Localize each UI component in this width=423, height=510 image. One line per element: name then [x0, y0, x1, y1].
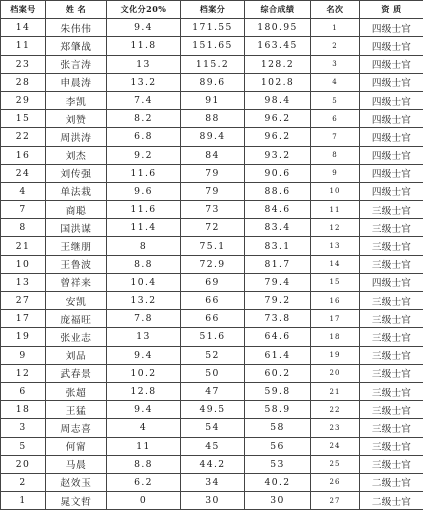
cell-qualification: 三级士官 — [360, 437, 423, 455]
cell-culture-score: 7.8 — [107, 310, 181, 328]
cell-name: 刘赞 — [46, 110, 107, 128]
cell-name: 张超 — [46, 382, 107, 400]
cell-total-score: 102.8 — [245, 73, 311, 91]
cell-file-no: 18 — [1, 401, 46, 419]
cell-file-score: 79 — [181, 182, 245, 200]
cell-file-score: 50 — [181, 364, 245, 382]
cell-file-no: 6 — [1, 382, 46, 400]
cell-rank: 22 — [311, 401, 360, 419]
cell-culture-score: 10.2 — [107, 364, 181, 382]
cell-total-score: 84.6 — [245, 201, 311, 219]
cell-file-score: 89.6 — [181, 73, 245, 91]
cell-name: 马晨 — [46, 455, 107, 473]
table-row — [1, 492, 423, 510]
cell-file-score: 79 — [181, 164, 245, 182]
cell-name: 国洪谋 — [46, 219, 107, 237]
cell-culture-score: 9.4 — [107, 19, 181, 37]
cell-rank: 26 — [311, 473, 360, 491]
cell-culture-score: 9.6 — [107, 182, 181, 200]
table-row — [1, 55, 423, 73]
cell-total-score: 88.6 — [245, 182, 311, 200]
cell-culture-score: 13 — [107, 55, 181, 73]
cell-name: 单法栽 — [46, 182, 107, 200]
table-row — [1, 146, 423, 164]
cell-total-score: 56 — [245, 437, 311, 455]
cell-rank: 24 — [311, 437, 360, 455]
cell-file-no: 27 — [1, 292, 46, 310]
cell-name: 刘传强 — [46, 164, 107, 182]
cell-file-no: 4 — [1, 182, 46, 200]
cell-culture-score: 11.4 — [107, 219, 181, 237]
table-row — [1, 110, 423, 128]
cell-rank: 23 — [311, 419, 360, 437]
cell-culture-score: 13.2 — [107, 73, 181, 91]
cell-qualification: 三级士官 — [360, 310, 423, 328]
table-row — [1, 273, 423, 291]
cell-qualification: 四级士官 — [360, 91, 423, 109]
cell-culture-score: 9.4 — [107, 401, 181, 419]
cell-name: 王继朋 — [46, 237, 107, 255]
cell-qualification: 三级士官 — [360, 237, 423, 255]
cell-rank: 9 — [311, 164, 360, 182]
cell-culture-score: 8.2 — [107, 110, 181, 128]
cell-rank: 21 — [311, 382, 360, 400]
cell-file-no: 21 — [1, 237, 46, 255]
cell-file-no: 29 — [1, 91, 46, 109]
cell-total-score: 98.4 — [245, 91, 311, 109]
cell-qualification: 三级士官 — [360, 328, 423, 346]
cell-file-score: 54 — [181, 419, 245, 437]
cell-culture-score: 11.8 — [107, 37, 181, 55]
table-row — [1, 310, 423, 328]
cell-file-score: 30 — [181, 492, 245, 510]
cell-qualification: 三级士官 — [360, 219, 423, 237]
cell-name: 安凯 — [46, 292, 107, 310]
cell-file-score: 45 — [181, 437, 245, 455]
cell-file-no: 17 — [1, 310, 46, 328]
table-row — [1, 364, 423, 382]
cell-total-score: 180.95 — [245, 19, 311, 37]
cell-file-no: 11 — [1, 37, 46, 55]
cell-total-score: 79.4 — [245, 273, 311, 291]
cell-rank: 10 — [311, 182, 360, 200]
cell-name: 武春景 — [46, 364, 107, 382]
cell-qualification: 二级士官 — [360, 473, 423, 491]
cell-culture-score: 9.2 — [107, 146, 181, 164]
cell-name: 商聪 — [46, 201, 107, 219]
cell-culture-score: 10.4 — [107, 273, 181, 291]
cell-rank: 15 — [311, 273, 360, 291]
cell-qualification: 三级士官 — [360, 419, 423, 437]
table-row — [1, 237, 423, 255]
cell-name: 周洪涛 — [46, 128, 107, 146]
header-row — [1, 1, 423, 19]
cell-culture-score: 11.6 — [107, 201, 181, 219]
cell-culture-score: 9.4 — [107, 346, 181, 364]
cell-name: 王猛 — [46, 401, 107, 419]
cell-rank: 8 — [311, 146, 360, 164]
cell-qualification: 三级士官 — [360, 201, 423, 219]
table-row — [1, 255, 423, 273]
header-file-no: 档案号 — [1, 1, 46, 19]
table-row — [1, 182, 423, 200]
table-row — [1, 128, 423, 146]
cell-culture-score: 13 — [107, 328, 181, 346]
cell-file-score: 72 — [181, 219, 245, 237]
cell-total-score: 59.8 — [245, 382, 311, 400]
cell-file-no: 3 — [1, 419, 46, 437]
cell-qualification: 三级士官 — [360, 364, 423, 382]
cell-total-score: 30 — [245, 492, 311, 510]
cell-file-no: 12 — [1, 364, 46, 382]
cell-rank: 1 — [311, 19, 360, 37]
cell-file-no: 23 — [1, 55, 46, 73]
cell-rank: 4 — [311, 73, 360, 91]
cell-file-no: 24 — [1, 164, 46, 182]
table-row — [1, 346, 423, 364]
cell-file-no: 15 — [1, 110, 46, 128]
cell-file-no: 1 — [1, 492, 46, 510]
cell-file-score: 151.65 — [181, 37, 245, 55]
table-row — [1, 473, 423, 491]
cell-total-score: 83.1 — [245, 237, 311, 255]
cell-rank: 13 — [311, 237, 360, 255]
cell-file-score: 84 — [181, 146, 245, 164]
cell-qualification: 四级士官 — [360, 73, 423, 91]
cell-qualification: 四级士官 — [360, 37, 423, 55]
cell-file-no: 28 — [1, 73, 46, 91]
cell-rank: 12 — [311, 219, 360, 237]
table-row — [1, 91, 423, 109]
cell-file-score: 89.4 — [181, 128, 245, 146]
cell-file-no: 10 — [1, 255, 46, 273]
cell-total-score: 93.2 — [245, 146, 311, 164]
cell-file-score: 52 — [181, 346, 245, 364]
cell-total-score: 40.2 — [245, 473, 311, 491]
cell-total-score: 64.6 — [245, 328, 311, 346]
cell-total-score: 96.2 — [245, 128, 311, 146]
cell-file-no: 16 — [1, 146, 46, 164]
table-row — [1, 437, 423, 455]
header-qualification: 资 质 — [360, 1, 423, 19]
cell-name: 赵效玉 — [46, 473, 107, 491]
cell-name: 王鲁波 — [46, 255, 107, 273]
cell-file-no: 8 — [1, 219, 46, 237]
cell-qualification: 四级士官 — [360, 182, 423, 200]
table-row — [1, 292, 423, 310]
cell-file-no: 19 — [1, 328, 46, 346]
cell-file-no: 20 — [1, 455, 46, 473]
cell-file-score: 72.9 — [181, 255, 245, 273]
table-row — [1, 419, 423, 437]
cell-rank: 25 — [311, 455, 360, 473]
cell-name: 周志喜 — [46, 419, 107, 437]
header-total-score: 综合成绩 — [245, 1, 311, 19]
cell-total-score: 58 — [245, 419, 311, 437]
table-row — [1, 455, 423, 473]
cell-total-score: 83.4 — [245, 219, 311, 237]
cell-rank: 27 — [311, 492, 360, 510]
table-row — [1, 73, 423, 91]
cell-file-score: 75.1 — [181, 237, 245, 255]
cell-culture-score: 6.8 — [107, 128, 181, 146]
cell-total-score: 61.4 — [245, 346, 311, 364]
cell-name: 刘品 — [46, 346, 107, 364]
header-culture-score: 文化分20% — [107, 1, 181, 19]
cell-name: 张言涛 — [46, 55, 107, 73]
cell-rank: 19 — [311, 346, 360, 364]
cell-name: 申晨涛 — [46, 73, 107, 91]
cell-file-score: 91 — [181, 91, 245, 109]
cell-qualification: 四级士官 — [360, 110, 423, 128]
cell-culture-score: 11 — [107, 437, 181, 455]
cell-file-no: 2 — [1, 473, 46, 491]
table-row — [1, 19, 423, 37]
cell-file-score: 171.55 — [181, 19, 245, 37]
cell-name: 庞福旺 — [46, 310, 107, 328]
table-row — [1, 328, 423, 346]
cell-total-score: 96.2 — [245, 110, 311, 128]
cell-file-no: 5 — [1, 437, 46, 455]
cell-file-score: 51.6 — [181, 328, 245, 346]
cell-qualification: 四级士官 — [360, 128, 423, 146]
cell-rank: 7 — [311, 128, 360, 146]
cell-qualification: 四级士官 — [360, 55, 423, 73]
cell-name: 李凯 — [46, 91, 107, 109]
cell-name: 曾祥来 — [46, 273, 107, 291]
header-rank: 名次 — [311, 1, 360, 19]
cell-rank: 5 — [311, 91, 360, 109]
cell-qualification: 二级士官 — [360, 492, 423, 510]
cell-rank: 17 — [311, 310, 360, 328]
cell-culture-score: 8 — [107, 237, 181, 255]
cell-qualification: 三级士官 — [360, 401, 423, 419]
cell-file-no: 7 — [1, 201, 46, 219]
cell-file-score: 73 — [181, 201, 245, 219]
cell-rank: 6 — [311, 110, 360, 128]
cell-total-score: 81.7 — [245, 255, 311, 273]
cell-name: 郑肇战 — [46, 37, 107, 55]
cell-name: 刘杰 — [46, 146, 107, 164]
cell-qualification: 四级士官 — [360, 273, 423, 291]
cell-qualification: 四级士官 — [360, 164, 423, 182]
cell-culture-score: 6.2 — [107, 473, 181, 491]
table-row — [1, 37, 423, 55]
table-row — [1, 401, 423, 419]
cell-file-score: 88 — [181, 110, 245, 128]
cell-file-no: 13 — [1, 273, 46, 291]
cell-name: 朱伟伟 — [46, 19, 107, 37]
cell-total-score: 53 — [245, 455, 311, 473]
cell-rank: 20 — [311, 364, 360, 382]
cell-total-score: 79.2 — [245, 292, 311, 310]
cell-rank: 11 — [311, 201, 360, 219]
cell-qualification: 三级士官 — [360, 292, 423, 310]
cell-qualification: 三级士官 — [360, 346, 423, 364]
cell-file-score: 47 — [181, 382, 245, 400]
cell-total-score: 58.9 — [245, 401, 311, 419]
cell-file-score: 115.2 — [181, 55, 245, 73]
cell-qualification: 四级士官 — [360, 19, 423, 37]
cell-file-score: 66 — [181, 292, 245, 310]
cell-qualification: 三级士官 — [360, 455, 423, 473]
cell-total-score: 60.2 — [245, 364, 311, 382]
cell-culture-score: 11.6 — [107, 164, 181, 182]
cell-name: 晁文哲 — [46, 492, 107, 510]
cell-rank: 14 — [311, 255, 360, 273]
header-name: 姓 名 — [46, 1, 107, 19]
cell-file-score: 69 — [181, 273, 245, 291]
cell-rank: 16 — [311, 292, 360, 310]
cell-qualification: 三级士官 — [360, 255, 423, 273]
cell-culture-score: 0 — [107, 492, 181, 510]
cell-total-score: 128.2 — [245, 55, 311, 73]
table-row — [1, 219, 423, 237]
cell-name: 张业志 — [46, 328, 107, 346]
cell-culture-score: 12.8 — [107, 382, 181, 400]
cell-rank: 3 — [311, 55, 360, 73]
table-row — [1, 201, 423, 219]
cell-qualification: 三级士官 — [360, 382, 423, 400]
cell-culture-score: 8.8 — [107, 455, 181, 473]
cell-total-score: 90.6 — [245, 164, 311, 182]
cell-culture-score: 4 — [107, 419, 181, 437]
cell-file-no: 22 — [1, 128, 46, 146]
cell-culture-score: 13.2 — [107, 292, 181, 310]
cell-file-score: 49.5 — [181, 401, 245, 419]
cell-file-score: 44.2 — [181, 455, 245, 473]
cell-rank: 18 — [311, 328, 360, 346]
cell-name: 何甯 — [46, 437, 107, 455]
header-file-score: 档案分 — [181, 1, 245, 19]
cell-file-score: 66 — [181, 310, 245, 328]
cell-culture-score: 8.8 — [107, 255, 181, 273]
cell-culture-score: 7.4 — [107, 91, 181, 109]
cell-file-no: 14 — [1, 19, 46, 37]
cell-file-score: 34 — [181, 473, 245, 491]
table-row — [1, 382, 423, 400]
cell-qualification: 四级士官 — [360, 146, 423, 164]
table-row — [1, 164, 423, 182]
cell-total-score: 73.8 — [245, 310, 311, 328]
cell-rank: 2 — [311, 37, 360, 55]
cell-total-score: 163.45 — [245, 37, 311, 55]
cell-file-no: 9 — [1, 346, 46, 364]
